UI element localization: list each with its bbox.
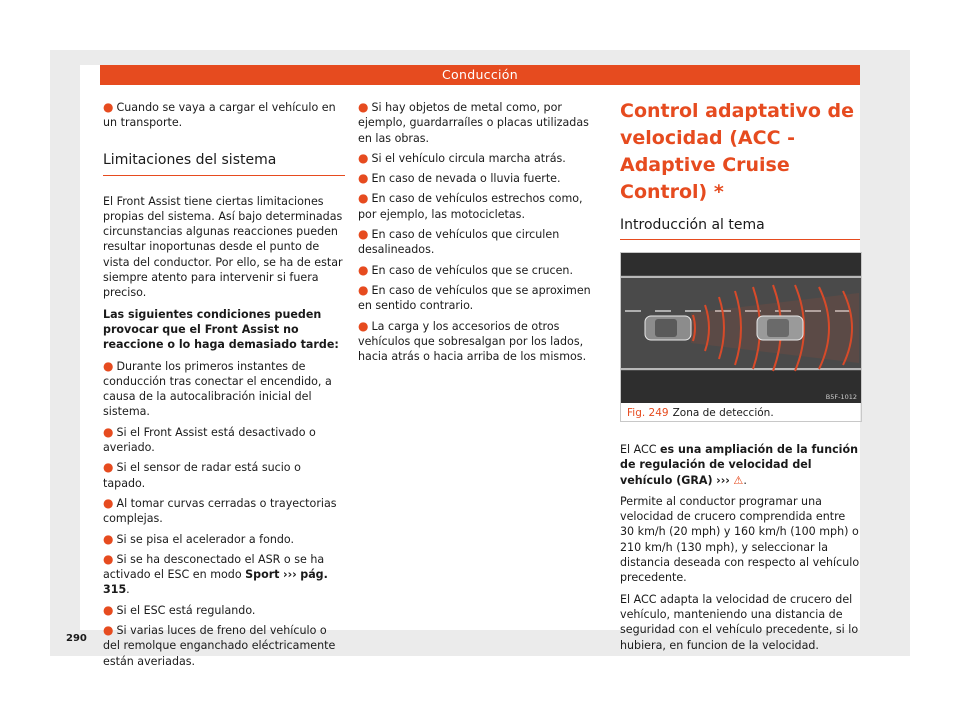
bullet-list (103, 359, 345, 547)
bullet-icon: ● (358, 282, 369, 297)
list-item: ● Si se pisa el acelerador a fondo. (103, 531, 295, 546)
bullet-list (358, 100, 600, 364)
paragraph: El Front Assist tiene ciertas limitaciones propias del sistema. Así bajo determinadas circunstancias algunas reacciones pueden resultar inoportunas desde el punto de vista del conductor. Por ello, se ha de estar siempre atento para intervenir si fuera preciso. (103, 194, 343, 300)
bullet-icon: ● (103, 531, 114, 546)
bullet-icon: ● (103, 623, 114, 638)
bullet-icon: ● (103, 495, 114, 510)
column-right (620, 98, 860, 659)
warning-icon[interactable]: ⚠ (733, 473, 744, 487)
list-item: ● Al tomar curvas cerradas o trayectorias complejas. (103, 495, 337, 526)
paragraph: Permite al conductor programar una velocidad de crucero comprendida entre 30 km/h (20 mph) y 160 km/h (100 mph) o 210 km/h (130 mph), y seleccionar la distancia deseada con respecto al vehículo precedente. (620, 494, 860, 585)
bullet-icon: ● (103, 602, 114, 617)
list-item: ● La carga y los accesorios de otros vehículos que sobresalgan por los lados, hacia atrás o hacia arriba de los mismos. (358, 318, 587, 364)
list-item: ● En caso de nevada o lluvia fuerte. (358, 171, 561, 186)
list-item: ● Si se ha desconectado el ASR o se ha activado el ESC en modo Sport ››› pág. 315. (103, 551, 328, 597)
list-item: ● Si el sensor de radar está sucio o tapado. (103, 460, 301, 490)
arrow-icon: ››› (283, 568, 297, 582)
detection-zone-illustration (621, 253, 861, 403)
list-item: ● Si el vehículo circula marcha atrás. (358, 150, 566, 165)
list-item: ● Cuando se vaya a cargar el vehículo en un transporte. (103, 100, 336, 130)
bullet-icon: ● (103, 460, 114, 475)
list-item: ● En caso de vehículos que se aproximen en sentido contrario. (358, 282, 591, 313)
bullet-icon: ● (358, 100, 369, 114)
list-item: ● En caso de vehículos estrechos como, por ejemplo, las motocicletas. (358, 191, 583, 221)
bold-paragraph: Las siguientes condiciones pueden provocar que el Front Assist no reaccione o lo haga demasiado tarde: (103, 307, 339, 352)
list-item: ● Si el ESC está regulando. (103, 602, 256, 617)
list-item: ● Si el Front Assist está desactivado o averiado. (103, 424, 316, 455)
arrow-icon: ››› (716, 473, 730, 487)
bullet-icon: ● (358, 150, 369, 165)
list-item: ● Si hay objetos de metal como, por ejemplo, guardarraíles o placas utilizadas en las obras. (358, 100, 589, 145)
bullet-icon: ● (103, 551, 114, 566)
figure-caption: Fig. 249 Zona de detección. (627, 407, 774, 419)
column-middle (358, 100, 600, 369)
figure-detection-zone (620, 252, 862, 422)
bullet-icon: ● (103, 100, 114, 114)
list-item: ● En caso de vehículos que circulen desalineados. (358, 227, 560, 257)
chapter-header: Conducción (100, 65, 860, 85)
chapter-title: Control adaptativo de velocidad (ACC - Adaptive Cruise Control) * (620, 100, 855, 203)
bullet-icon: ● (358, 171, 369, 186)
bullet-icon: ● (103, 358, 114, 373)
list-item: ● En caso de vehículos que se crucen. (358, 262, 573, 277)
column-left (103, 100, 345, 674)
list-item: ● Durante los primeros instantes de conducción tras conectar el encendido, a causa de la autocalibración inicial del sistema. (103, 358, 332, 419)
bullet-icon: ● (358, 191, 369, 206)
bullet-icon: ● (103, 424, 114, 439)
section-title: Introducción al tema (620, 216, 860, 240)
section-title: Limitaciones del sistema (103, 151, 345, 176)
page-number: 290 (66, 633, 87, 644)
list-item: ● Si varias luces de freno del vehículo o del remolque enganchado eléctricamente están averiadas. (103, 623, 336, 668)
bullet-list (103, 603, 345, 669)
bullet-icon: ● (358, 227, 369, 242)
bullet-icon: ● (358, 262, 369, 277)
figure-code: B5F-1012 (825, 393, 857, 401)
paragraph: El ACC adapta la velocidad de crucero del vehículo, manteniendo una distancia de seguridad con el vehículo precedente, si lo hubiera, en funcion de la velocidad. (620, 592, 859, 652)
bullet-icon: ● (358, 318, 369, 333)
page-reference-link[interactable]: pág. 315 (103, 568, 328, 597)
paragraph: El ACC es una ampliación de la función de regulación de velocidad del vehículo (GRA) ››› ⚠. (620, 443, 859, 487)
